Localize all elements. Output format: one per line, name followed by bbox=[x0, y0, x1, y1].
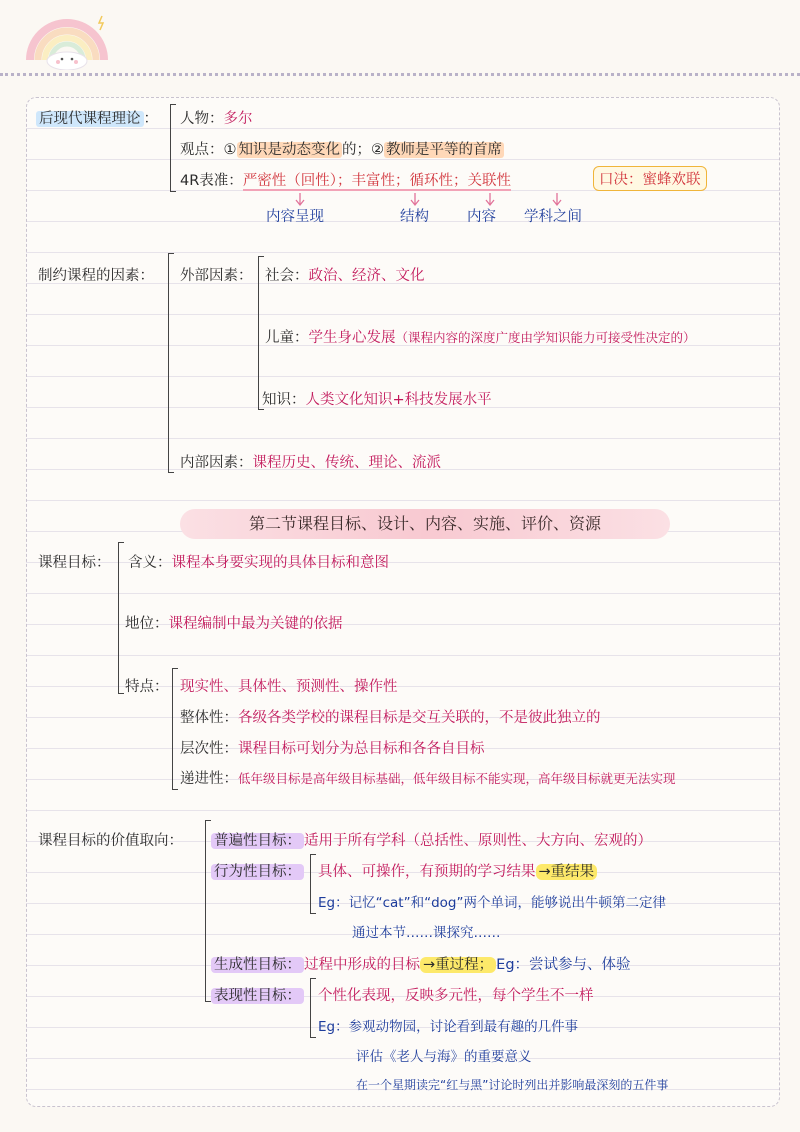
section-title: 第二节课程目标、设计、内容、实施、评价、资源 bbox=[180, 509, 670, 539]
s4-g4: 个性化表现，反映多元性，每个学生不一样 bbox=[318, 988, 594, 1004]
s3-feat-3-row bbox=[180, 737, 485, 758]
s2-bracket bbox=[168, 253, 174, 473]
s1-person-label: 人物： bbox=[180, 111, 224, 127]
s1-person-row bbox=[180, 107, 253, 128]
s4-g3-key: →重过程； bbox=[420, 957, 496, 973]
s2-know-row bbox=[262, 388, 492, 409]
s3-meaning: 课程本身要实现的具体目标和意图 bbox=[171, 555, 389, 571]
s2-title: 制约课程的因素： bbox=[38, 268, 154, 284]
s3-meaning-row bbox=[128, 551, 389, 572]
s1-bracket bbox=[170, 104, 176, 192]
s3-feat-1: 现实性、具体性、预测性、操作性 bbox=[180, 679, 398, 695]
s3-feat-4-label: 递进性： bbox=[180, 771, 238, 787]
s1-std-items: 严密性（回性）；丰富性；循环性；关联性 bbox=[242, 173, 512, 189]
s3-feat-bracket bbox=[172, 668, 178, 790]
s3-status-row bbox=[125, 612, 343, 633]
s3-feat-2-label: 整体性： bbox=[180, 710, 238, 726]
s3-feat-2: 各级各类学校的课程目标是交互关联的，不是彼此独立的 bbox=[238, 710, 601, 726]
s4-g1-row bbox=[211, 829, 652, 850]
s1-sub-4: 学科之间 bbox=[524, 209, 582, 225]
s3-meaning-label: 含义： bbox=[128, 555, 172, 571]
s3-status-label: 地位： bbox=[125, 616, 169, 632]
s4-g4-bracket bbox=[310, 978, 316, 1038]
s1-view-row bbox=[180, 138, 504, 159]
s3-feat-3: 课程目标可划分为总目标和各各自目标 bbox=[238, 741, 485, 757]
s4-g3-eg: Eg：尝试参与、体验 bbox=[496, 957, 631, 973]
s2-int: 课程历史、传统、理论、流派 bbox=[252, 455, 441, 471]
s4-g2-key: →重结果 bbox=[536, 864, 598, 880]
s1-person: 多尔 bbox=[223, 111, 253, 127]
s4-g4-eg1: Eg：参观动物园，讨论看到最有趣的几件事 bbox=[318, 1019, 579, 1035]
s3-title: 课程目标： bbox=[38, 555, 111, 571]
s2-child-row bbox=[265, 326, 696, 347]
s2-int-label: 内部因素： bbox=[180, 455, 253, 471]
s3-feat-label: 特点： bbox=[125, 679, 169, 695]
s4-g3-label: 生成性目标： bbox=[211, 957, 304, 973]
s2-society-label: 社会： bbox=[265, 268, 309, 284]
s4-g1: 适用于所有学科（总括性、原则性、大方向、宏观的） bbox=[304, 833, 652, 849]
s1-view-sep: 的；② bbox=[342, 142, 384, 158]
s2-know: 人类文化知识+科技发展水平 bbox=[305, 392, 492, 408]
s1-sub-1: 内容呈现 bbox=[266, 209, 324, 225]
s2-ext-bracket bbox=[258, 256, 264, 410]
s4-g2-label: 行为性目标： bbox=[211, 864, 304, 880]
s4-title: 课程目标的价值取向： bbox=[38, 833, 183, 849]
s3-feat-2-row bbox=[180, 706, 601, 727]
s2-society-row bbox=[265, 264, 425, 285]
s2-child-note: （课程内容的深度广度由学知识能力可接受性决定的） bbox=[395, 330, 696, 345]
s4-g2-eg2: 通过本节……课探究…… bbox=[352, 925, 501, 941]
s2-society: 政治、经济、文化 bbox=[308, 268, 425, 284]
s4-g4-eg2: 评估《老人与海》的重要意义 bbox=[356, 1049, 532, 1065]
s1-title-text: 后现代课程理论 bbox=[36, 111, 144, 127]
s3-bracket bbox=[118, 542, 124, 694]
s2-child-label: 儿童： bbox=[265, 330, 309, 346]
s3-feat-4: 低年级目标是高年级目标基础，低年级目标不能实现，高年级目标就更无法实现 bbox=[238, 771, 676, 786]
s4-g2-eg: Eg：记忆“cat”和“dog”两个单词，能够说出牛顿第二定律 bbox=[318, 895, 666, 911]
s2-know-label: 知识： bbox=[262, 392, 306, 408]
s3-status: 课程编制中最为关键的依据 bbox=[168, 616, 343, 632]
s3-feat-3-label: 层次性： bbox=[180, 741, 238, 757]
s2-ext-label: 外部因素： bbox=[180, 268, 253, 284]
s1-view-1: 知识是动态变化 bbox=[238, 142, 340, 158]
s4-g4-eg3: 在一个星期读完“红与黑”讨论时列出并影响最深刻的五件事 bbox=[356, 1078, 669, 1092]
s1-sub-2: 结构 bbox=[400, 209, 429, 225]
s4-g3-row bbox=[211, 953, 631, 974]
s1-std-row bbox=[180, 169, 511, 190]
s4-g1-label: 普遍性目标： bbox=[211, 833, 304, 849]
s4-g2-bracket bbox=[310, 854, 316, 914]
s1-mnemonic-box: 口决：蜜蜂欢联 bbox=[593, 166, 707, 191]
s2-int-row bbox=[180, 451, 441, 472]
s1-title: 后现代课程理论 ： bbox=[36, 107, 158, 128]
s4-g2: 具体、可操作，有预期的学习结果 bbox=[318, 864, 536, 880]
s1-sub-3: 内容 bbox=[467, 209, 496, 225]
s1-view-2: 教师是平等的首席 bbox=[386, 142, 502, 158]
s1-view-num1: ① bbox=[223, 142, 237, 158]
s4-g2-row bbox=[211, 860, 304, 881]
s4-g2-desc-row bbox=[318, 860, 597, 881]
s2-child: 学生身心发展 bbox=[308, 330, 396, 346]
s1-std-label: 4R表准： bbox=[180, 173, 243, 189]
s3-feat-4-row bbox=[180, 767, 676, 788]
s4-g4-row bbox=[211, 984, 304, 1005]
s4-g3: 过程中形成的目标 bbox=[304, 957, 420, 973]
s4-g4-label: 表现性目标： bbox=[211, 988, 304, 1004]
s1-view-label: 观点： bbox=[180, 142, 224, 158]
